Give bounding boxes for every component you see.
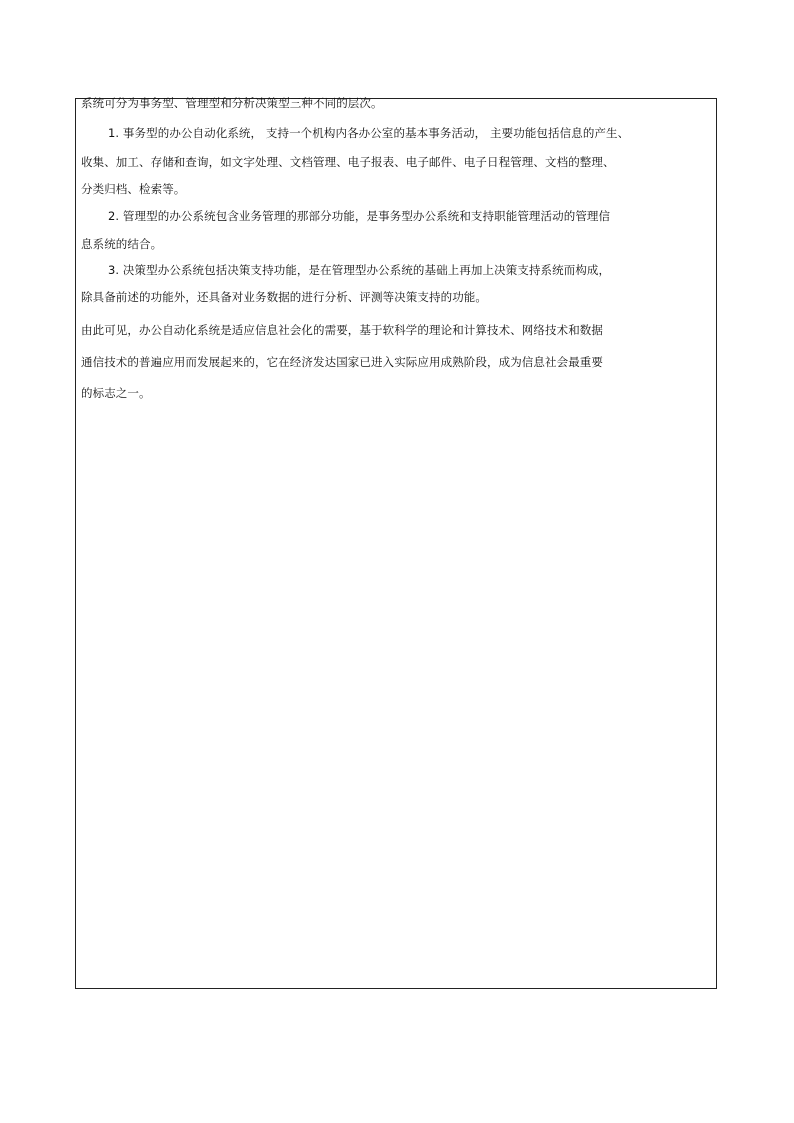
text-line: 1. 事务型的办公自动化系统， 支持一个机构内各办公室的基本事务活动， 主要功能包括信息的产生、 — [108, 126, 630, 140]
text-line: 分类归档、检索等。 — [81, 182, 186, 196]
text-line: 的标志之一。 — [81, 386, 151, 400]
text-line: 收集、加工、存储和查询，如文字处理、文档管理、电子报表、电子邮件、电子日程管理、文档的整理、 — [81, 155, 615, 169]
text-line: 息系统的结合。 — [81, 237, 163, 251]
text-line: 3. 决策型办公系统包括决策支持功能，是在管理型办公系统的基础上再加上决策支持系统而构成， — [108, 263, 611, 277]
text-line: 通信技术的普遍应用而发展起来的，它在经济发达国家已进入实际应用成熟阶段，成为信息社会最重要 — [81, 355, 603, 369]
text-line: 除具备前述的功能外，还具备对业务数据的进行分析、评测等决策支持的功能。 — [81, 290, 487, 304]
text-line: 2. 管理型的办公系统包含业务管理的那部分功能，是事务型办公系统和支持职能管理活动的管理信 — [108, 209, 611, 223]
document-frame — [75, 98, 717, 989]
text-line: 系统可分为事务型、管理型和分析决策型三种不同的层次。 — [81, 96, 383, 110]
text-line: 由此可见，办公自动化系统是适应信息社会化的需要，基于软科学的理论和计算技术、网络技术和数据 — [81, 323, 603, 337]
